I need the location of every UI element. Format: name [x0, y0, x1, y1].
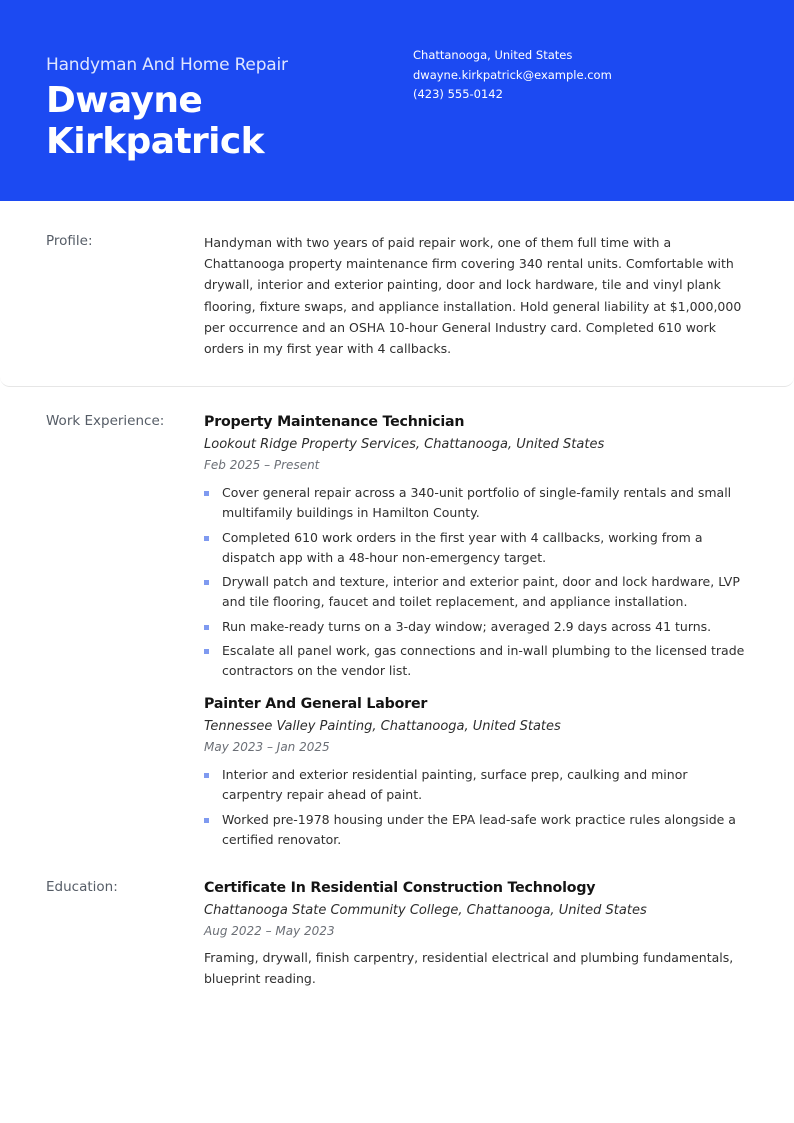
- job-company: Lookout Ridge Property Services, Chattanooga, United States: [204, 437, 605, 452]
- job-headline: Handyman And Home Repair: [46, 55, 288, 75]
- job-entry: [204, 695, 749, 850]
- bullet-square-icon: [204, 625, 209, 630]
- name-last: Kirkpatrick: [46, 121, 264, 162]
- bullet-item: Worked pre-1978 housing under the EPA lead-safe work practice rules alongside a certified renovator.: [204, 810, 749, 850]
- bullet-item: Run make-ready turns on a 3-day window; averaged 2.9 days across 41 turns.: [204, 617, 749, 637]
- bullet-square-icon: [204, 818, 209, 823]
- job-title: Property Maintenance Technician: [204, 414, 465, 430]
- bullet-item: Cover general repair across a 340-unit portfolio of single-family rentals and small multifamily buildings in Hamilton County.: [204, 483, 749, 523]
- experience-label: Work Experience:: [46, 413, 165, 429]
- job-bullets: [204, 765, 749, 850]
- contact-block: [413, 46, 612, 105]
- job-dates: Feb 2025 – Present: [204, 458, 320, 472]
- profile-text: Handyman with two years of paid repair work, one of them full time with a Chattanooga property maintenance firm covering 340 rental units. Comfortable with drywall, interior and exterior painting, door and lock hardware, tile and vinyl plank flooring, fixture swaps, and appliance installation. Hold general liability at $1,000,000 per occurrence and an OSHA 10-hour General Industry card. Completed 610 work orders in my first year with 4 callbacks.: [204, 235, 742, 357]
- bullet-square-icon: [204, 649, 209, 654]
- profile-label: Profile:: [46, 233, 93, 249]
- contact-location: Chattanooga, United States: [413, 48, 573, 62]
- candidate-name: [46, 80, 264, 162]
- job-company: Tennessee Valley Painting, Chattanooga, United States: [204, 719, 561, 734]
- bullet-item: Drywall patch and texture, interior and exterior paint, door and lock hardware, LVP and tile flooring, faucet and toilet replacement, and appliance installation.: [204, 572, 749, 612]
- education-title: Certificate In Residential Construction Technology: [204, 880, 596, 896]
- bullet-square-icon: [204, 580, 209, 585]
- job-bullets: [204, 483, 749, 681]
- profile-section: [0, 201, 794, 387]
- education-school: Chattanooga State Community College, Chattanooga, United States: [204, 903, 647, 918]
- education-description: Framing, drywall, finish carpentry, residential electrical and plumbing fundamentals, blueprint reading.: [204, 950, 734, 987]
- education-label: Education:: [46, 879, 118, 895]
- job-entry: [204, 413, 749, 681]
- job-title: Painter And General Laborer: [204, 696, 428, 712]
- name-first: Dwayne: [46, 80, 203, 121]
- bullet-square-icon: [204, 491, 209, 496]
- bullet-square-icon: [204, 536, 209, 541]
- contact-email[interactable]: dwayne.kirkpatrick@example.com: [413, 67, 612, 82]
- bullet-square-icon: [204, 773, 209, 778]
- education-dates: Aug 2022 – May 2023: [204, 924, 335, 938]
- resume-header: [0, 0, 794, 201]
- job-dates: May 2023 – Jan 2025: [204, 740, 330, 754]
- bullet-item: Completed 610 work orders in the first year with 4 callbacks, working from a dispatch app with a 48-hour non-emergency target.: [204, 528, 749, 568]
- bullet-item: Interior and exterior residential painting, surface prep, caulking and minor carpentry repair ahead of paint.: [204, 765, 749, 805]
- bullet-item: Escalate all panel work, gas connections and in-wall plumbing to the licensed trade contractors on the vendor list.: [204, 641, 749, 681]
- contact-phone[interactable]: (423) 555-0142: [413, 87, 503, 101]
